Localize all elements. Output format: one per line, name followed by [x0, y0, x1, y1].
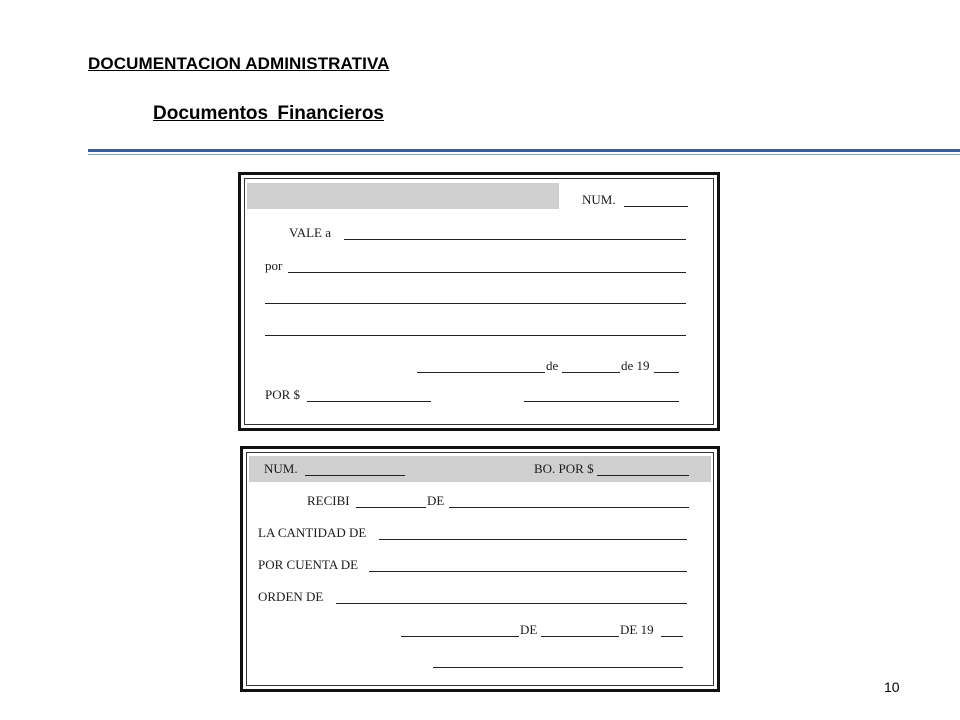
vale-a-line[interactable] [344, 239, 686, 240]
vale-form-inner-border [244, 178, 714, 425]
recibo-amount-label: BO. POR $ [534, 461, 594, 476]
recibo-date-month-line[interactable] [541, 636, 619, 637]
recibo-orden-label: ORDEN DE [258, 589, 324, 604]
recibo-form [240, 446, 720, 692]
vale-amount-line[interactable] [307, 401, 431, 402]
recibo-cantidad-label: LA CANTIDAD DE [258, 525, 367, 540]
vale-signature-line[interactable] [524, 401, 679, 402]
vale-por-line[interactable] [288, 272, 686, 273]
recibo-form-shaded-band [249, 456, 711, 482]
recibo-date-de-label: DE [520, 622, 538, 637]
header-divider [88, 149, 960, 152]
vale-amount-label: POR $ [265, 387, 301, 402]
recibo-cuenta-line[interactable] [369, 571, 687, 572]
recibo-date-year-label: DE 19 [620, 622, 654, 637]
vale-date-year-line[interactable] [654, 372, 679, 373]
vale-blank-line-1[interactable] [265, 303, 686, 304]
vale-num-label: NUM. [582, 192, 616, 207]
header-divider-thin [88, 154, 960, 155]
recibo-num-line[interactable] [305, 475, 405, 476]
recibo-date-day-line[interactable] [401, 636, 519, 637]
page-subtitle: Documentos Financieros [153, 103, 384, 124]
vale-por-label: por [265, 258, 283, 273]
recibo-de-label: DE [427, 493, 445, 508]
page-title: DOCUMENTACION ADMINISTRATIVA [88, 54, 390, 73]
vale-date-de-label: de [546, 358, 559, 373]
recibo-de-line[interactable] [449, 507, 689, 508]
vale-form-shaded-band [247, 183, 559, 209]
page-number: 10 [884, 679, 900, 695]
vale-form [238, 172, 720, 431]
recibo-amount-line[interactable] [597, 475, 689, 476]
recibo-num-label: NUM. [264, 461, 298, 476]
recibo-signature-line[interactable] [433, 667, 683, 668]
recibo-recibi-line[interactable] [356, 507, 426, 508]
vale-a-label: VALE a [289, 225, 332, 240]
recibo-cantidad-line[interactable] [379, 539, 687, 540]
recibo-date-year-line[interactable] [661, 636, 683, 637]
vale-blank-line-2[interactable] [265, 335, 686, 336]
recibo-orden-line[interactable] [336, 603, 687, 604]
vale-num-line[interactable] [624, 206, 688, 207]
vale-date-day-line[interactable] [417, 372, 545, 373]
vale-date-month-line[interactable] [562, 372, 620, 373]
vale-date-year-label: de 19 [621, 358, 650, 373]
recibo-recibi-label: RECIBI [307, 493, 350, 508]
recibo-cuenta-label: POR CUENTA DE [258, 557, 359, 572]
